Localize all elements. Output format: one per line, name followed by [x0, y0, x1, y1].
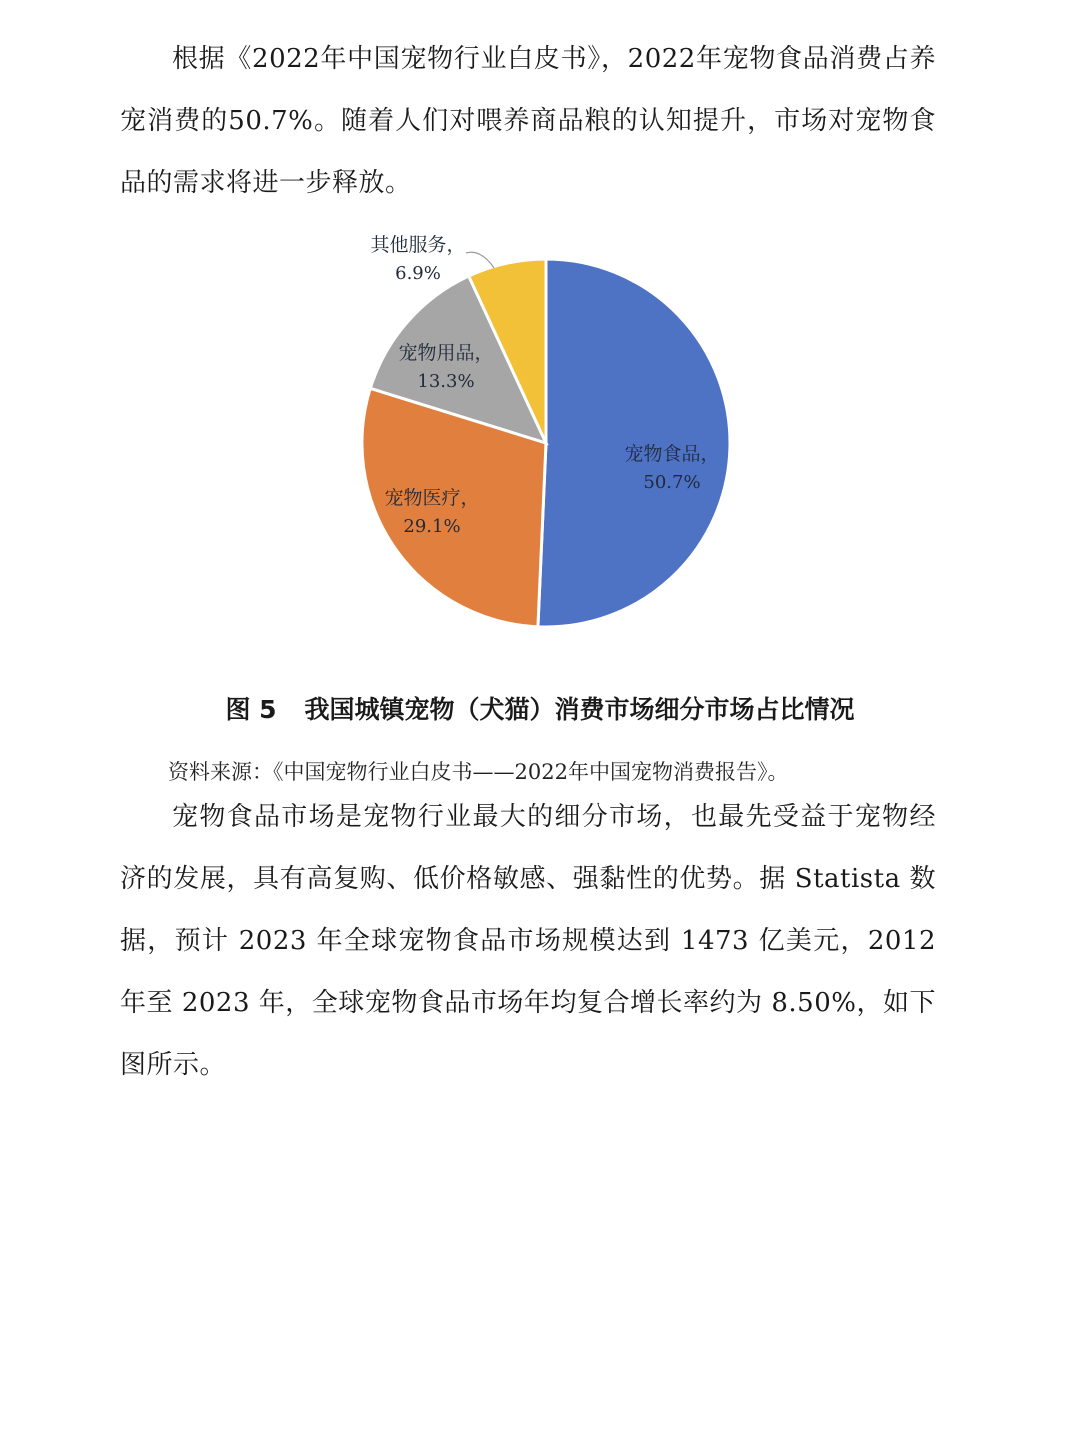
slice-value-label-3: 13.3%	[417, 371, 475, 392]
slice-name-label-3: 宠物用品，	[398, 342, 494, 364]
slice-name-label-1: 宠物食品，	[624, 443, 720, 465]
slice-value-label-2: 29.1%	[403, 516, 461, 537]
figure-number: 图 5	[225, 695, 277, 724]
figure-caption	[0, 690, 1080, 726]
slice-name-label-2: 宠物医疗，	[384, 487, 480, 509]
figure-title: 我国城镇宠物（犬猫）消费市场细分市场占比情况	[304, 695, 855, 724]
leader-line	[466, 252, 494, 268]
pie-chart	[300, 228, 780, 648]
slice-value-label-1: 50.7%	[643, 472, 701, 493]
slice-value-label-4: 6.9%	[395, 263, 441, 284]
pie-chart-svg	[300, 228, 780, 648]
paragraph-intro: 根据《2022年中国宠物行业白皮书》，2022年宠物食品消费占养宠消费的50.7%。随着人们对喂养商品粮的认知提升，市场对宠物食品的需求将进一步释放。	[120, 44, 936, 198]
slice-name-label-4: 其他服务，	[370, 234, 466, 256]
figure-source: 资料来源：《中国宠物行业白皮书——2022年中国宠物消费报告》。	[168, 760, 789, 784]
paragraph-market: 宠物食品市场是宠物行业最大的细分市场，也最先受益于宠物经济的发展，具有高复购、低价格敏感、强黏性的优势。据 Statista 数据，预计 2023 年全球宠物食品市场规模达到 1473 亿美元，2012 年至 2023 年，全球宠物食品市场年均复合增长率约为 8.50%，如下图所示。	[120, 802, 936, 1080]
